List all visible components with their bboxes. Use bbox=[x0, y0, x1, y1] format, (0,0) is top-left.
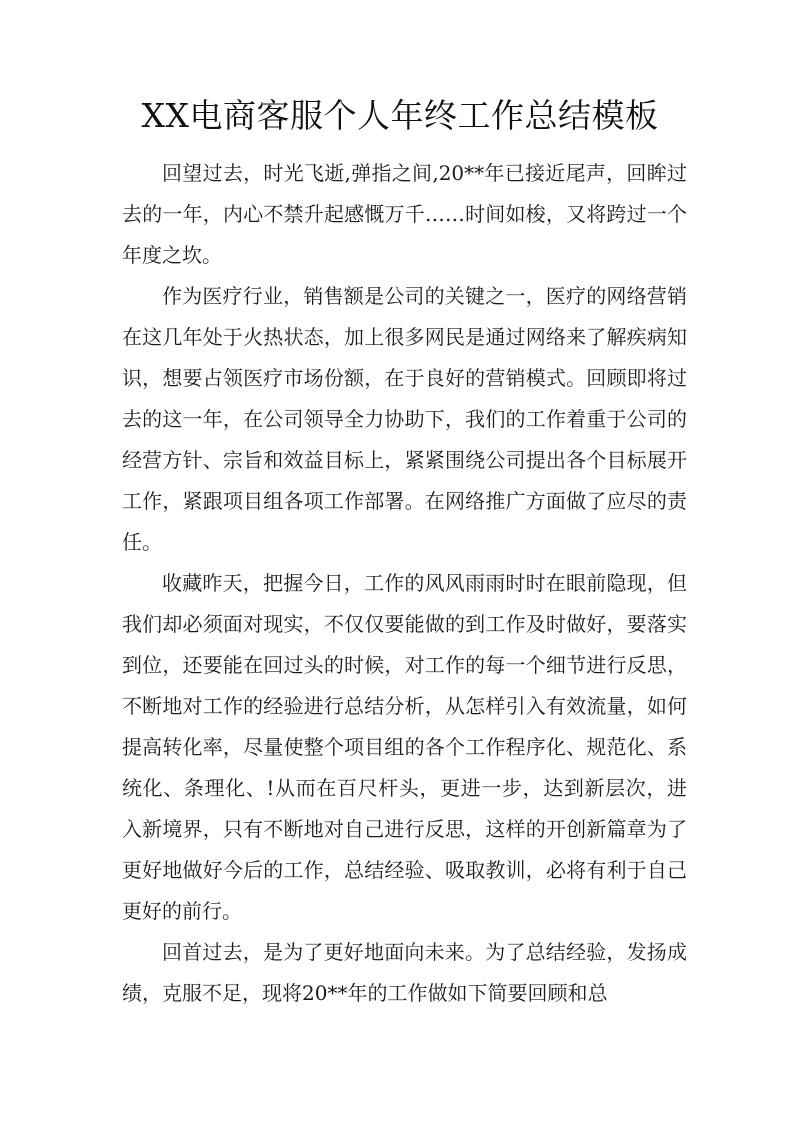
document-title: XX电商客服个人年终工作总结模板 bbox=[141, 96, 659, 135]
paragraph-3: 收藏昨天，把握今日，工作的风风雨雨时时在眼前隐现，但我们却必须面对现实，不仅仅要能做的到工作及时做好，要落实到位，还要能在回过头的时候，对工作的每一个细节进行反思，不断地对工作的经验进行总结分析，从怎样引入有效流量，如何提高转化率，尽量使整个项目组的各个工作程序化、规范化、系统化、条理化、!从而在百尺杆头，更进一步，达到新层次，进入新境界，只有不断地对自己进行反思，这样的开创新篇章为了更好地做好今后的工作，总结经验、吸取教训，必将有利于自己更好的前行。 bbox=[122, 571, 687, 923]
document-body bbox=[122, 153, 687, 1014]
paragraph-4: 回首过去，是为了更好地面向未来。为了总结经验，发扬成绩，克服不足，现将20**年的工作做如下简要回顾和总 bbox=[122, 940, 687, 1005]
paragraph-1: 回望过去，时光飞逝,弹指之间,20**年已接近尾声，回眸过去的一年，内心不禁升起感慨万千……时间如梭，又将跨过一个年度之坎。 bbox=[122, 161, 687, 267]
paragraph-2: 作为医疗行业，销售额是公司的关键之一，医疗的网络营销在这几年处于火热状态，加上很多网民是通过网络来了解疾病知识，想要占领医疗市场份额，在于良好的营销模式。回顾即将过去的这一年，在公司领导全力协助下，我们的工作着重于公司的经营方针、宗旨和效益目标上，紧紧围绕公司提出各个目标展开工作，紧跟项目组各项工作部署。在网络推广方面做了应尽的责任。 bbox=[122, 284, 687, 554]
